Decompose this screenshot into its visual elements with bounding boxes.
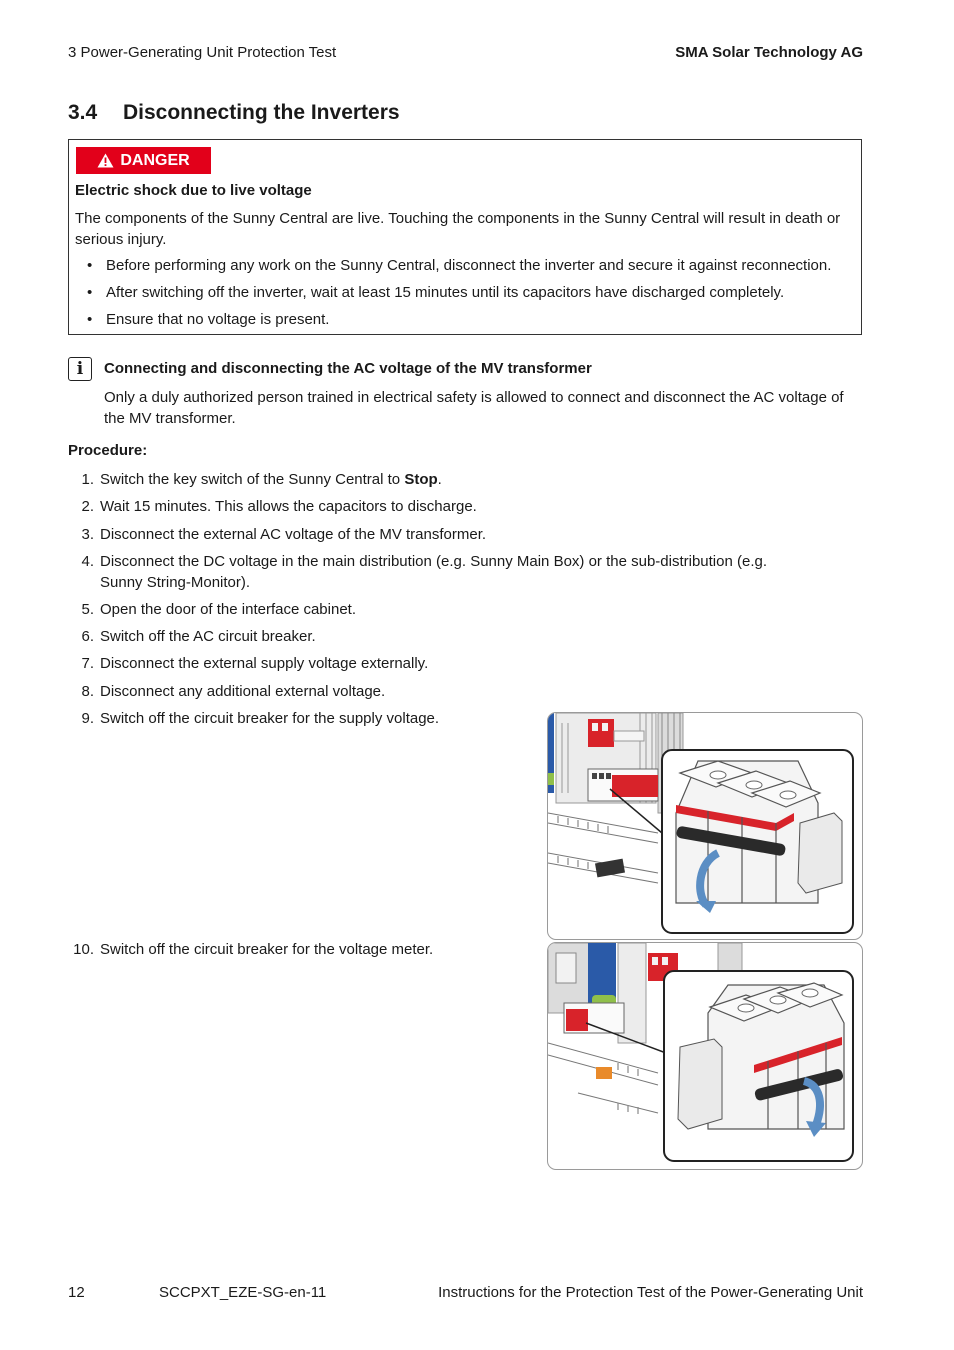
step-text: Switch the key switch of the Sunny Central to Stop. (100, 471, 442, 488)
footer-page-number: 12 (68, 1284, 85, 1301)
danger-text: The components of the Sunny Central are live. Touching the components in the Sunny Central will result in death or serious injury. (75, 210, 841, 248)
step-number: 10. (73, 941, 94, 958)
step-text: Switch off the circuit breaker for the voltage meter. (100, 941, 434, 958)
step-number: 5. (81, 601, 94, 618)
procedure-heading: Procedure: (68, 442, 148, 459)
step-bold-keyword: Stop (404, 471, 438, 488)
step-number: 9. (81, 710, 94, 727)
danger-bullet: • Before performing any work on the Sunny Central, disconnect the inverter and secure it against reconnection. (75, 255, 855, 282)
step-text: Disconnect any additional external voltage. (100, 683, 386, 700)
info-heading: Connecting and disconnecting the AC voltage of the MV transformer (104, 360, 592, 377)
danger-warning-box (68, 139, 862, 335)
step-text: Switch off the circuit breaker for the supply voltage. (100, 710, 440, 727)
header-chapter: 3 Power-Generating Unit Protection Test (68, 44, 337, 61)
step-number: 2. (81, 498, 94, 515)
warning-triangle-icon (97, 153, 114, 168)
step-number: 6. (81, 628, 94, 645)
section-title (68, 101, 400, 125)
step-number: 3. (81, 526, 94, 543)
section-number: 3.4 (68, 101, 98, 124)
circuit-breaker-figure (548, 943, 862, 1169)
danger-badge (76, 147, 211, 174)
danger-bullet-list (75, 255, 855, 336)
danger-heading: Electric shock due to live voltage (75, 182, 312, 199)
footer-doc-id: SCCPXT_EZE-SG-en-11 (159, 1284, 327, 1301)
step-number: 8. (81, 683, 94, 700)
danger-badge-label: DANGER (120, 151, 190, 169)
step-number: 4. (81, 553, 94, 570)
step-text: Disconnect the external supply voltage externally. (100, 655, 429, 672)
step-text: Disconnect the DC voltage in the main distribution (e.g. Sunny Main Box) or the sub-distribution (e.g. Sunny String-Monitor). (100, 553, 768, 591)
footer-doc-title: Instructions for the Protection Test of the Power-Generating Unit (438, 1284, 863, 1301)
danger-bullet: • After switching off the inverter, wait at least 15 minutes until its capacitors have discharged completely. (75, 282, 855, 309)
step-text: Disconnect the external AC voltage of the MV transformer. (100, 526, 487, 543)
step-text: Switch off the AC circuit breaker. (100, 628, 316, 645)
step-text: Wait 15 minutes. This allows the capacitors to discharge. (100, 498, 477, 515)
step-text: Open the door of the interface cabinet. (100, 601, 357, 618)
danger-bullet: • Ensure that no voltage is present. (75, 309, 855, 336)
info-icon: i (68, 357, 92, 381)
step-number: 7. (81, 655, 94, 672)
supply-voltage-breaker-illustration (547, 712, 863, 940)
step-number: 1. (81, 471, 94, 488)
circuit-breaker-figure (548, 713, 862, 939)
info-text: Only a duly authorized person trained in electrical safety is allowed to connect and disconnect the AC voltage of the MV transformer. (104, 389, 844, 427)
section-title-text: Disconnecting the Inverters (123, 101, 400, 124)
header-company: SMA Solar Technology AG (675, 44, 863, 61)
voltage-meter-breaker-illustration (547, 942, 863, 1170)
